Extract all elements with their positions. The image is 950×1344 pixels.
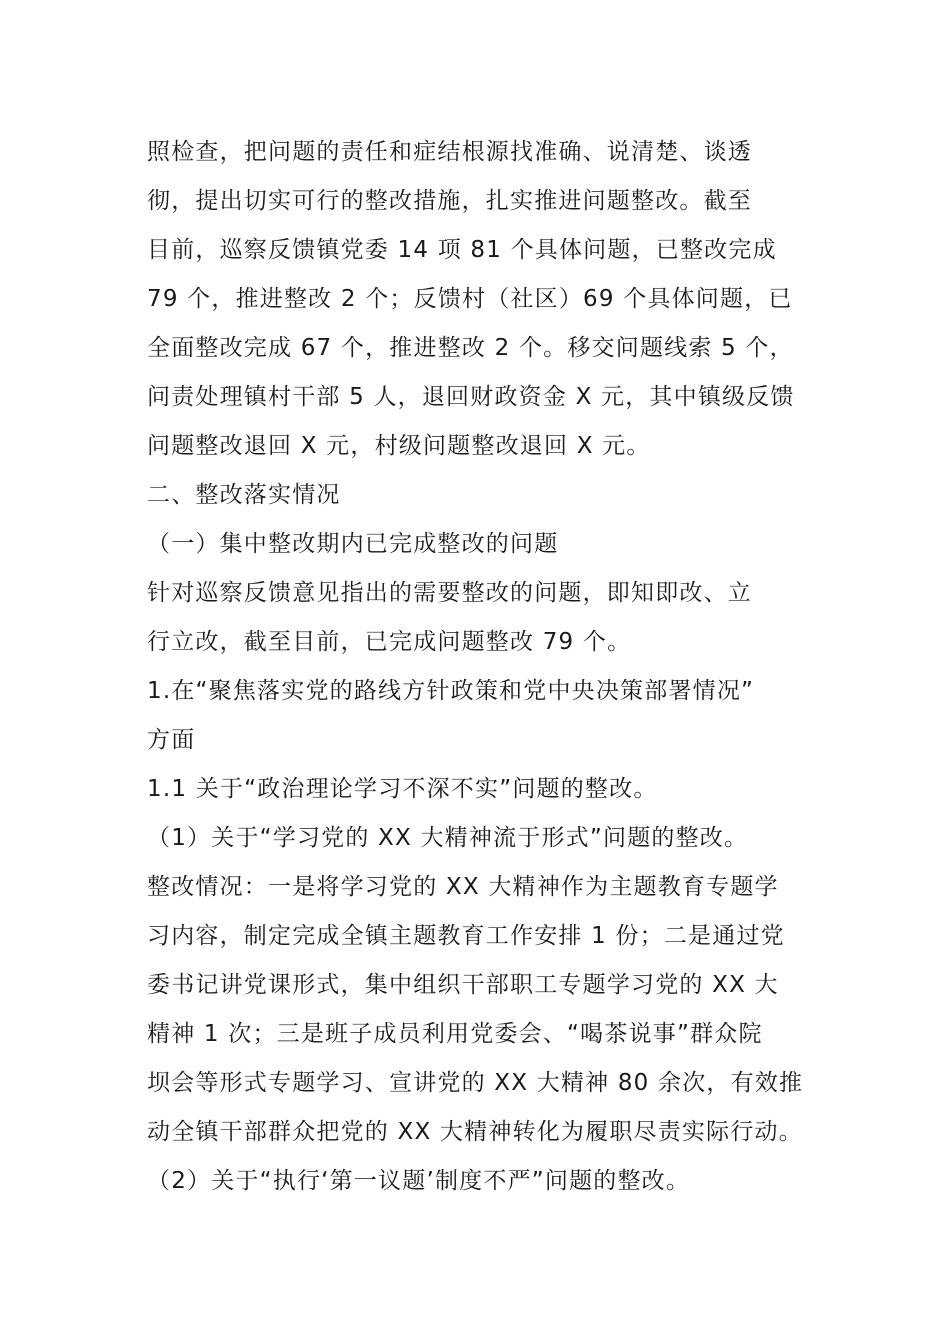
paragraph-line: 坝会等形式专题学习、宣讲党的 XX 大精神 80 余次，有效推 <box>147 1070 804 1096</box>
paragraph-line: 彻，提出切实可行的整改措施，扎实推进问题整改。截至 <box>147 188 752 214</box>
subitem-heading: 1.1 关于“政治理论学习不深不实”问题的整改。 <box>147 776 658 802</box>
paragraph-line: 习内容，制定完成全镇主题教育工作安排 1 份；二是通过党 <box>147 923 785 949</box>
body-text <box>147 128 811 1206</box>
paragraph-line: 委书记讲党课形式，集中组织干部职工专题学习党的 XX 大 <box>147 972 779 998</box>
item-heading: 方面 <box>147 727 196 753</box>
paragraph-line: 动全镇干部群众把党的 XX 大精神转化为履职尽责实际行动。 <box>147 1119 803 1145</box>
issue-heading: （1）关于“学习党的 XX 大精神流于形式”问题的整改。 <box>147 825 749 851</box>
item-heading: 1.在“聚焦落实党的路线方针政策和党中央决策部署情况” <box>147 678 755 704</box>
issue-heading: （2）关于“执行‘第一议题’制度不严”问题的整改。 <box>147 1168 691 1194</box>
paragraph-line: 行立改，截至目前，已完成问题整改 79 个。 <box>147 629 632 655</box>
subsection-heading: （一）集中整改期内已完成整改的问题 <box>147 531 559 557</box>
paragraph-line: 问责处理镇村干部 5 人，退回财政资金 X 元，其中镇级反馈 <box>147 384 795 410</box>
paragraph-line: 照检查，把问题的责任和症结根源找准确、说清楚、谈透 <box>147 139 752 165</box>
paragraph-line: 目前，巡察反馈镇党委 14 项 81 个具体问题，已整改完成 <box>147 237 777 263</box>
paragraph-line: 全面整改完成 67 个，推进整改 2 个。移交问题线索 5 个， <box>147 335 794 361</box>
paragraph-line: 精神 1 次；三是班子成员利用党委会、“喝茶说事”群众院 <box>147 1021 763 1047</box>
section-heading: 二、整改落实情况 <box>147 482 341 508</box>
paragraph-line: 针对巡察反馈意见指出的需要整改的问题，即知即改、立 <box>147 580 752 606</box>
paragraph-line: 整改情况：一是将学习党的 XX 大精神作为主题教育专题学 <box>147 874 779 900</box>
paragraph-line: 问题整改退回 X 元，村级问题整改退回 X 元。 <box>147 433 651 459</box>
paragraph-line: 79 个，推进整改 2 个；反馈村（社区）69 个具体问题，已 <box>147 286 793 312</box>
